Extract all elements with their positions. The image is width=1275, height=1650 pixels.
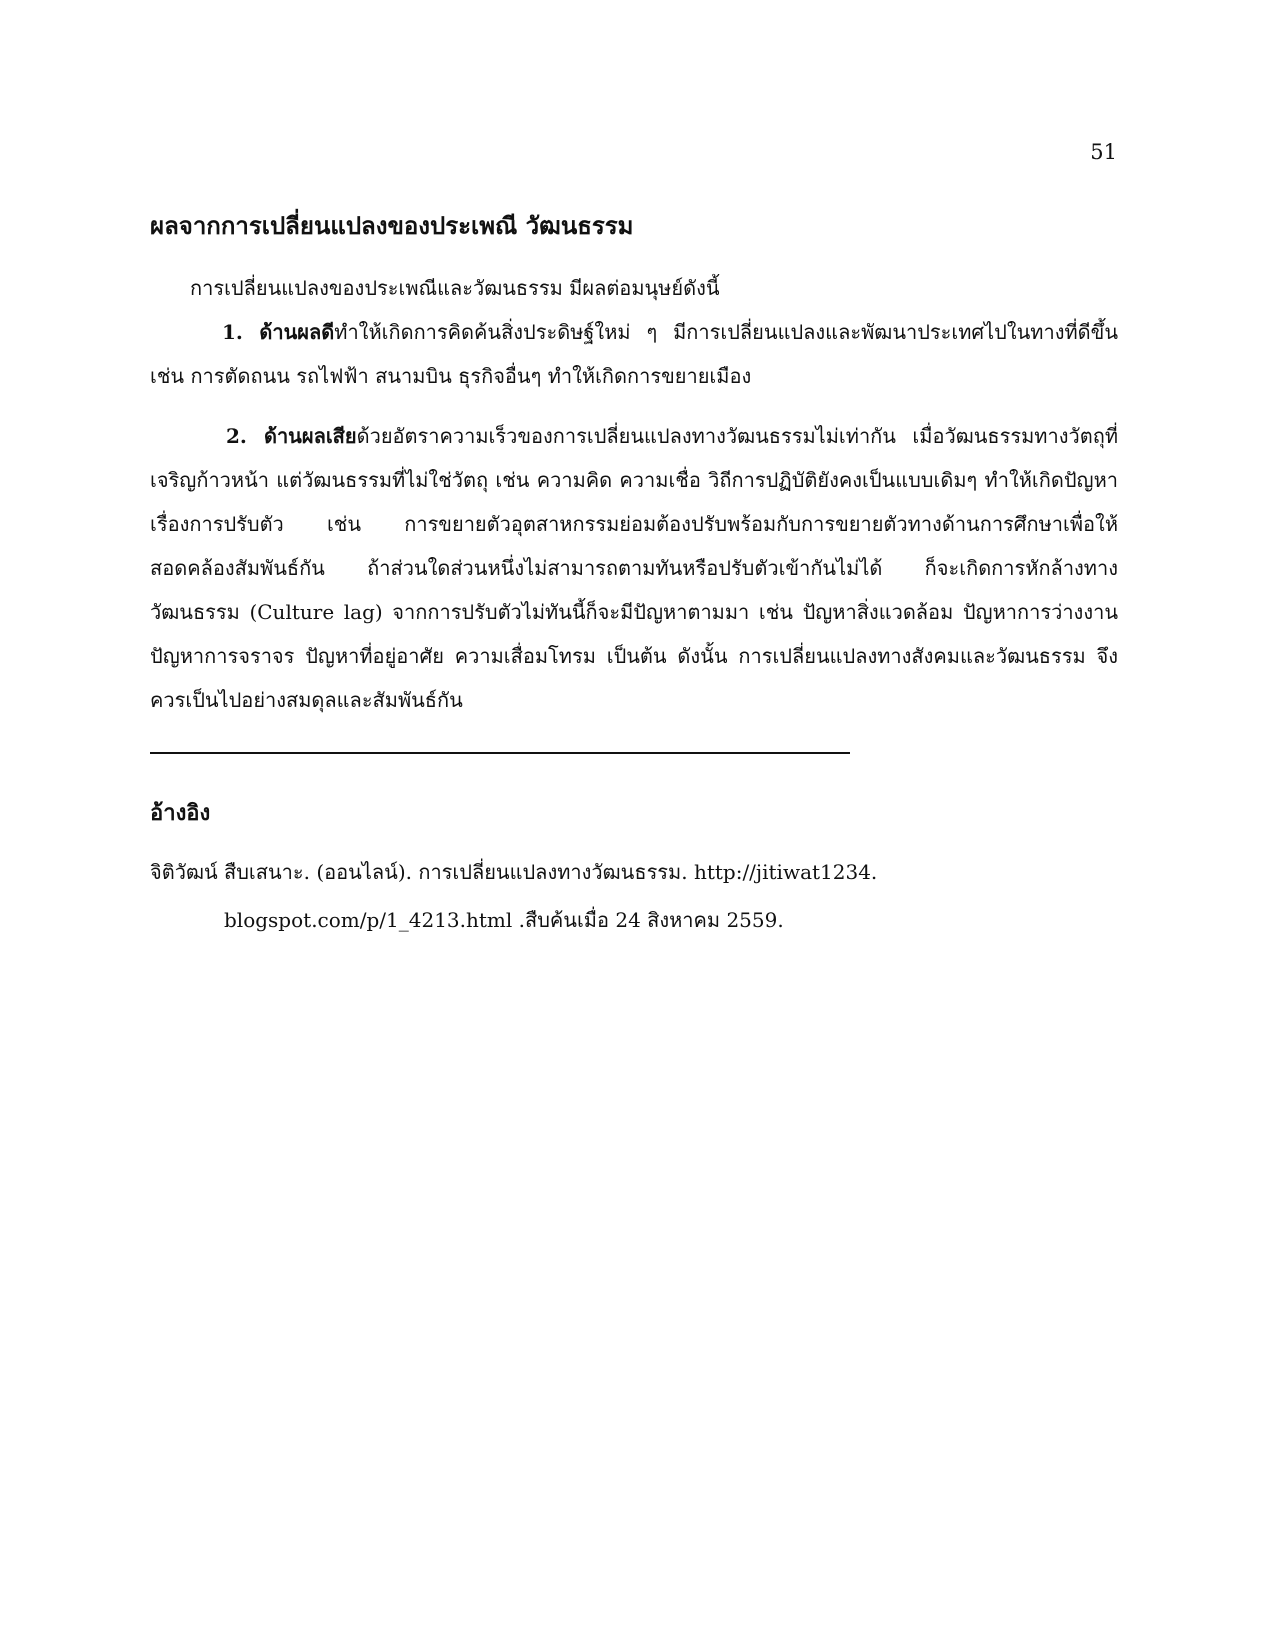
references-heading: อ้างอิง	[150, 800, 211, 826]
point-drawback	[150, 414, 1118, 722]
page-number: 51	[1090, 140, 1117, 164]
reference-entry: จิติวัฒน์ สืบเสนาะ. (ออนไลน์). การเปลี่ยนแปลงทางวัฒนธรรม. http://jitiwat1234. blogspot.com/p/1_4213.html .สืบค้นเมื่อ 24 สิงหาคม 2559.	[150, 860, 878, 932]
section-intro: การเปลี่ยนแปลงของประเพณีและวัฒนธรรม มีผลต่อมนุษย์ดังนี้	[190, 276, 720, 300]
point-drawback-text: ด้วยอัตราความเร็วของการเปลี่ยนแปลงทางวัฒนธรรมไม่เท่ากัน เมื่อวัฒนธรรมทางวัตถุที่เจริญก้าวหน้า แต่วัฒนธรรมที่ไม่ใช่วัตถุ เช่น ความคิด ความเชื่อ วิถีการปฏิบัติยังคงเป็นแบบเดิมๆ ทำให้เกิดปัญหาเรื่องการปรับตัว เช่น การขยายตัวอุตสาหกรรมย่อมต้องปรับพร้อมกับการขยายตัวทางด้านการศึกษาเพื่อให้สอดคล้องสัมพันธ์กัน ถ้าส่วนใดส่วนหนึ่งไม่สามารถตามทันหรือปรับตัวเข้ากันไม่ได้ ก็จะเกิดการหักล้างทางวัฒนธรรม (Culture lag) จากการปรับตัวไม่ทันนี้ก็จะมีปัญหาตามมา เช่น ปัญหาสิ่งแวดล้อม ปัญหาการว่างงาน ปัญหาการจราจร ปัญหาที่อยู่อาศัย ความเสื่อมโทรม เป็นต้น ดังนั้น การเปลี่ยนแปลงทางสังคมและวัฒนธรรม จึงควรเป็นไปอย่างสมดุลและสัมพันธ์กัน	[150, 424, 1118, 712]
section-heading: ผลจากการเปลี่ยนแปลงของประเพณี วัฒนธรรม	[150, 211, 634, 240]
point-benefit-text: ทำให้เกิดการคิดค้นสิ่งประดิษฐ์ใหม่ ๆ มีการเปลี่ยนแปลงและพัฒนาประเทศไปในทางที่ดีขึ้นเช่น การตัดถนน รถไฟฟ้า สนามบิน ธุรกิจอื่นๆ ทำให้เกิดการขยายเมือง	[150, 320, 1118, 388]
page-content	[150, 210, 1118, 944]
point-benefit-lead: 1. ด้านผลดี	[222, 320, 335, 344]
section-divider	[150, 752, 850, 754]
point-benefit	[150, 310, 1118, 398]
point-drawback-lead: 2. ด้านผลเสีย	[226, 424, 357, 448]
